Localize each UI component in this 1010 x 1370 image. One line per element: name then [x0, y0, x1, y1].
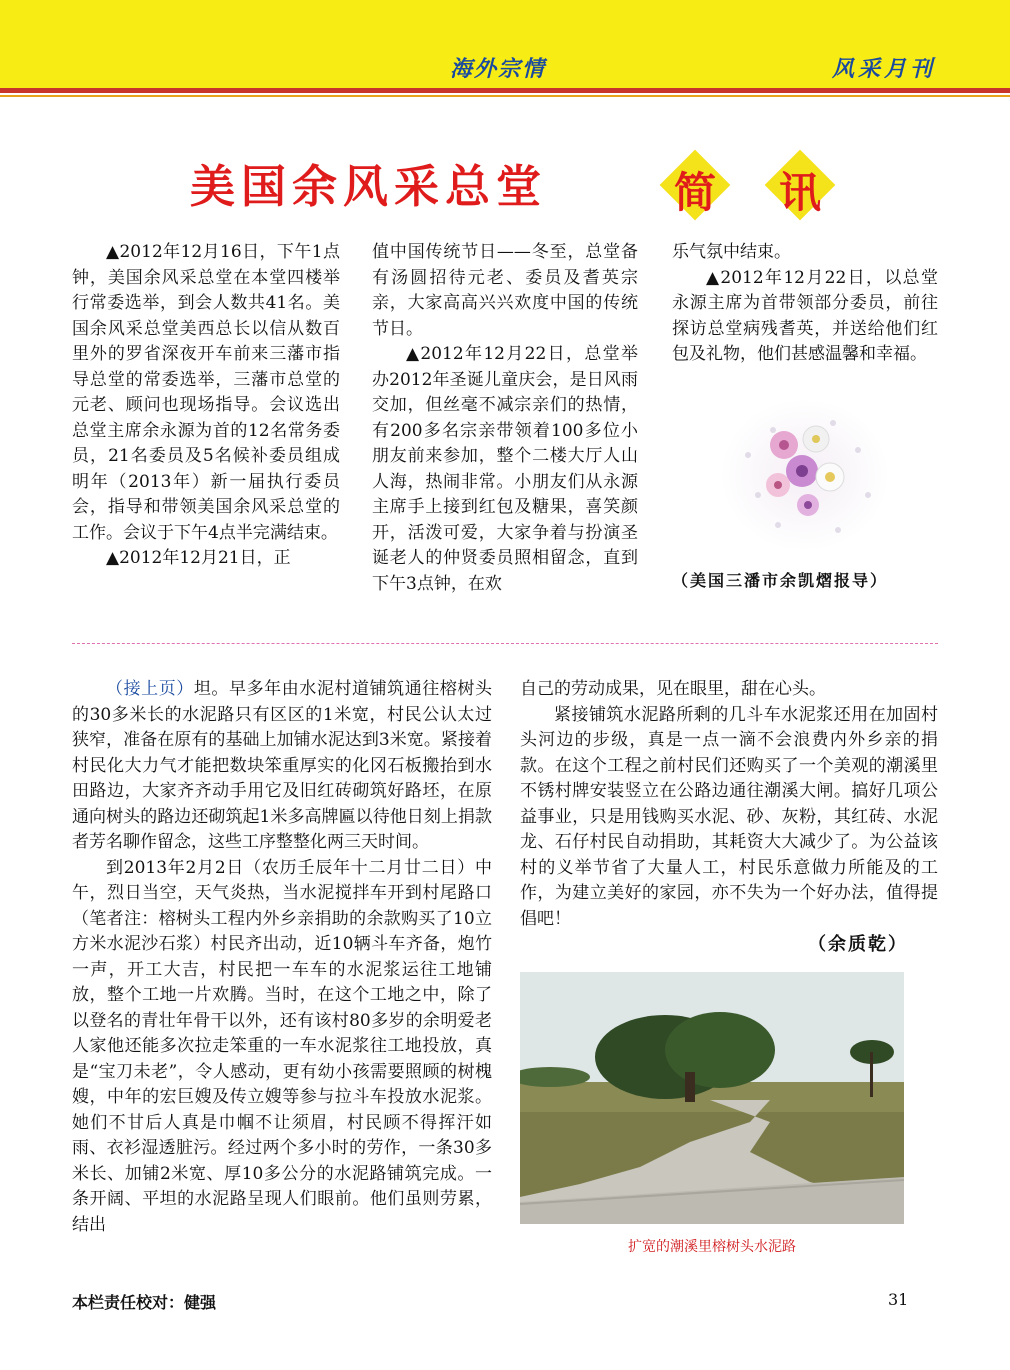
magazine-name: 风采月刊	[832, 56, 937, 82]
article-column-left	[72, 677, 492, 1238]
article-paragraph: 自己的劳动成果，见在眼里，甜在心头。	[520, 679, 826, 699]
header-stripe-thin	[0, 95, 1010, 97]
news-column-2	[372, 240, 638, 597]
article-author: （余质乾）	[808, 934, 908, 955]
article-paragraph: 紧接铺筑水泥路所剩的几斗车水泥浆还用在加固村头河边的步级，真是一点一滴不会浪费内外乡亲的捐款。在这个工程之前村民们还购买了一个美观的潮溪里不锈村牌安装竖立在公路边通往潮溪大闸。搞好几项公益事业，只是用钱购买水泥、砂、灰粉，其红砖、水泥龙、石仔村民自动捐助，其耗资大大减少了。为公益该村的义举节省了大量人工，村民乐意做力所能及的工作，为建立美好的家园，亦不失为一个好办法，值得提倡吧！	[520, 704, 938, 929]
news-paragraph: ▲2012年12月16日，下午1点钟，美国余风采总堂在本堂四楼举行常委选举，到会人数共41名。美国余风采总堂美西总长以信从数百里外的罗省深夜开车前来三藩市指导总堂的常委选举，三藩市总堂的元老、顾问也现场指导。会议选出总堂主席余永源为首的12名常务委员，21名委员及5名候补委员组成明年（2013年）新一届执行委员会，指导和带领美国余风采总堂的工作。会议于下午4点半完满结束。	[72, 242, 340, 543]
title-tag-2: 讯	[765, 150, 835, 220]
title-tag-1: 简	[660, 150, 730, 220]
news-column-3	[672, 240, 938, 368]
continued-label: （接上页）	[106, 679, 194, 699]
article-paragraph: 到2013年2月2日（农历壬辰年十二月廿二日）中午，烈日当空，天气炎热，当水泥搅拌车开到村尾路口（笔者注：榕树头工程内外乡亲捐助的余款购买了10立方米水泥沙石浆）村民齐出动，近10辆斗车齐备，炮竹一声，开工大吉，村民把一车车的水泥浆运往工地铺放，整个工地一片欢腾。当时，在这个工地之中，除了以登名的青壮年骨干以外，还有该村80多岁的余明爱老人家他还能多次拉走笨重的一车水泥浆往工地投放，真是“宝刀未老”，令人感动，更有幼小孩需要照顾的树槐嫂，中年的宏巨嫂及传立嫂等参与拉斗车投放水泥浆。她们不甘后人真是巾帼不让须眉，村民顾不得挥汗如雨、衣衫湿透脏污。经过两个多小时的劳作，一条30多米长、加铺2米宽、厚10多公分的水泥路铺筑完成。一条开阔、平坦的水泥路呈现人们眼前。他们虽则劳累，结出	[72, 857, 492, 1235]
page-title: 美国余风采总堂	[190, 160, 548, 213]
section-name: 海外宗情	[450, 56, 547, 82]
article-column-right	[520, 677, 938, 932]
page-number: 31	[888, 1290, 909, 1309]
news-paragraph: 乐气氛中结束。	[672, 242, 791, 262]
news-paragraph: ▲2012年12月22日，总堂举办2012年圣诞儿童庆会，是日风雨交加，但丝毫不减宗亲们的热情，有200多名宗亲带领着100多位小朋友前来参加，整个二楼大厅人山人海，热闹非常。小朋友们从永源主席手上接到红包及糖果，喜笑颜开，活泼可爱，大家争着与扮演圣诞老人的仲贤委员照相留念，直到下午3点钟，在欢	[372, 344, 638, 594]
news-paragraph: 值中国传统节日——冬至，总堂备有汤圆招待元老、委员及耆英宗亲，大家高高兴兴欢度中国的传统节日。	[372, 242, 638, 339]
news-paragraph: ▲2012年12月21日，正	[106, 548, 291, 568]
header-stripe	[0, 88, 1010, 93]
section-divider	[72, 643, 938, 644]
proofreader-credit: 本栏责任校对：健强	[72, 1293, 217, 1312]
flower-decoration-image	[718, 395, 893, 555]
article-paragraph: （接上页）坦。早多年由水泥村道铺筑通往榕树头的30多米长的水泥路只有区区的1米宽，村民公认太过狭窄，准备在原有的基础上加铺水泥达到3米宽。紧接着村民化大力气才能把数块笨重厚实的化冈石板搬抬到水田路边，大家齐齐动手用它及旧红砖砌筑好路坯，在原通向树头的路边还砌筑起1米多高牌匾以待他日刻上捐款者芳名聊作留念，这些工序整整化两三天时间。	[72, 679, 493, 852]
road-photo-image	[520, 972, 904, 1224]
reporter-credit: （美国三潘市余凯熠报导）	[672, 571, 889, 590]
news-column-1	[72, 240, 340, 572]
news-paragraph: ▲2012年12月22日，以总堂永源主席为首带领部分委员，前往探访总堂病残耆英，并送给他们红包及礼物，他们甚感温馨和幸福。	[672, 267, 938, 364]
photo-caption: 扩宽的潮溪里榕树头水泥路	[628, 1239, 796, 1255]
